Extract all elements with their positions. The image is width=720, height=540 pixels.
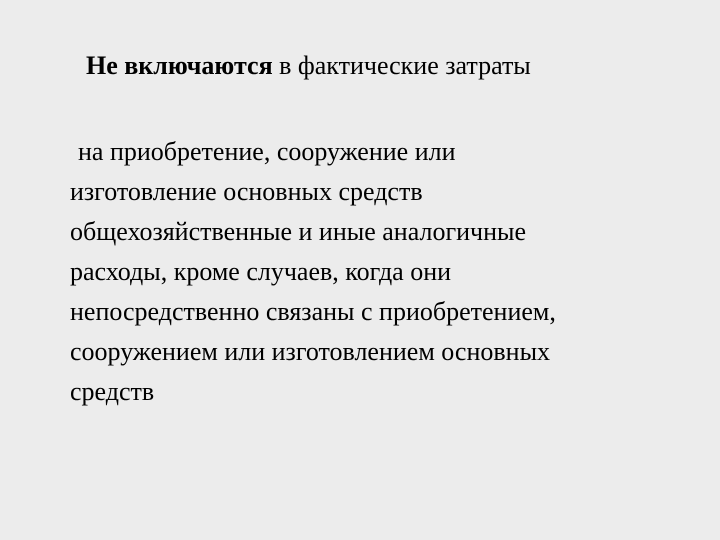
- body-line: изготовление основных средств: [70, 177, 423, 206]
- slide-title-bold: Не включаются: [86, 51, 273, 80]
- slide-body-text: [70, 132, 690, 412]
- slide-title: [86, 50, 686, 82]
- slide-title-rest: в фактические затраты: [272, 51, 531, 80]
- body-line: общехозяйственные и иные аналогичные: [70, 217, 527, 246]
- body-line: сооружением или изготовлением основных: [70, 337, 551, 366]
- body-line: средств: [70, 377, 155, 406]
- body-line: на приобретение, сооружение или: [78, 137, 456, 166]
- body-line: расходы, кроме случаев, когда они: [70, 257, 452, 286]
- body-line: непосредственно связаны с приобретением,: [70, 297, 556, 326]
